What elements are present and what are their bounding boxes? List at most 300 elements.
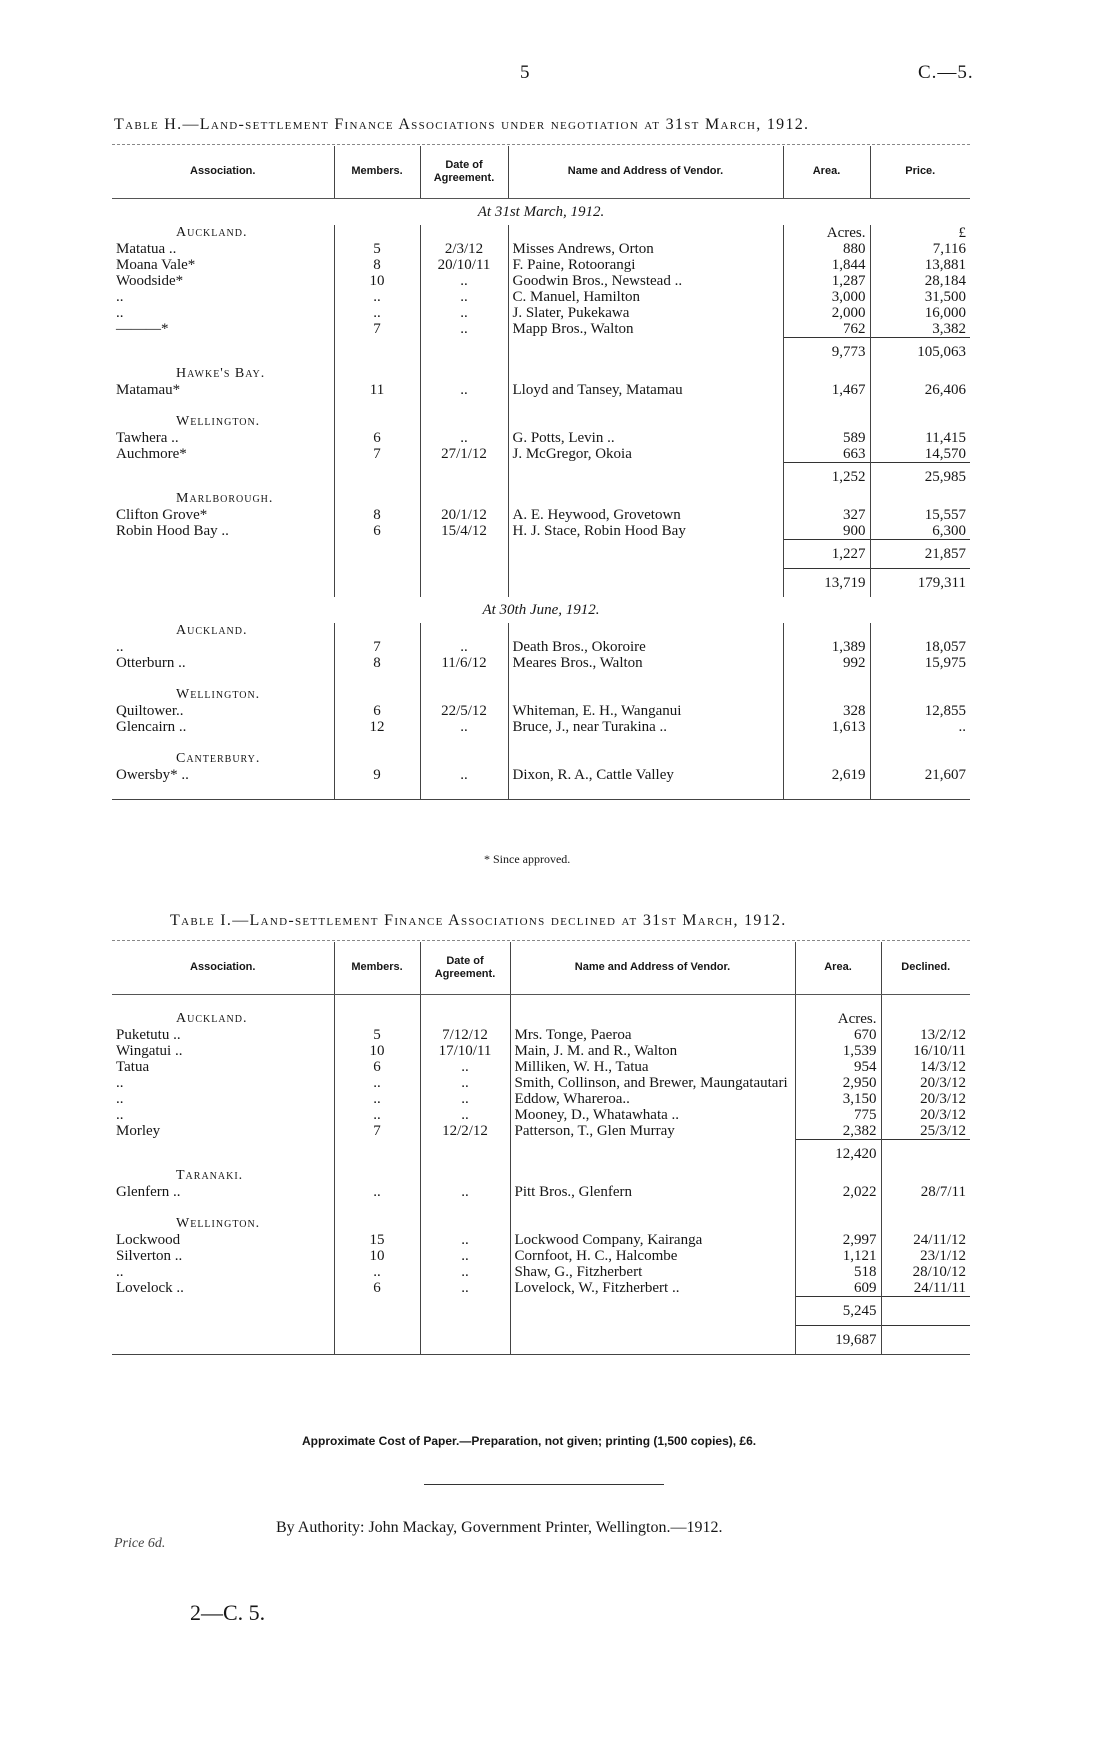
date-cell: 11/6/12 — [420, 655, 508, 671]
divider — [112, 144, 970, 145]
total-area: 9,773 — [783, 337, 870, 366]
association-cell: Silverton .. — [116, 1247, 183, 1264]
date-cell: 12/2/12 — [420, 1123, 510, 1140]
vendor-cell: Eddow, Whareroa.. — [510, 1091, 795, 1107]
members-cell: 6 — [334, 1280, 420, 1297]
page-number: 5 — [520, 62, 530, 83]
empty-cell — [334, 751, 420, 767]
empty-cell — [795, 1216, 881, 1232]
members-cell: 8 — [334, 257, 420, 273]
total-row — [112, 462, 970, 491]
total-area: 1,227 — [783, 539, 870, 568]
price-cell: 6,300 — [870, 523, 970, 540]
association-cell: .. — [116, 638, 124, 655]
empty-cell — [334, 623, 420, 639]
association-cell: .. — [116, 1090, 124, 1107]
empty-cell — [881, 1139, 970, 1168]
vendor-cell: Death Bros., Okoroire — [508, 639, 783, 655]
area-cell: 954 — [795, 1059, 881, 1075]
spacer-row — [112, 671, 970, 687]
vendor-cell: J. McGregor, Okoia — [508, 446, 783, 463]
area-cell: 1,613 — [783, 719, 870, 735]
price-cell: 12,855 — [870, 703, 970, 719]
table-i-title: Table I.—Land-settlement Finance Associations declined at 31st March, 1912. — [170, 912, 787, 929]
empty-cell — [334, 366, 420, 382]
declined-cell: 24/11/11 — [881, 1280, 970, 1297]
authority-line: By Authority: John Mackay, Government Printer, Wellington.—1912. — [276, 1519, 723, 1536]
empty-cell — [870, 783, 970, 800]
empty-cell — [508, 539, 783, 568]
empty-cell — [334, 225, 420, 241]
price-cell: 11,415 — [870, 430, 970, 446]
empty-cell — [510, 1216, 795, 1232]
date-cell: .. — [420, 1091, 510, 1107]
unit-label: £ — [870, 225, 970, 241]
date-cell: 2/3/12 — [420, 241, 508, 257]
table-row — [112, 703, 970, 719]
empty-cell — [420, 491, 508, 507]
vendor-cell: Lovelock, W., Fitzherbert .. — [510, 1280, 795, 1297]
area-cell: 880 — [783, 241, 870, 257]
members-cell: 8 — [334, 507, 420, 523]
association-cell: Wingatui .. — [116, 1042, 183, 1059]
association-cell: Morley — [116, 1122, 161, 1139]
empty-cell — [420, 735, 508, 751]
members-cell: .. — [334, 1075, 420, 1091]
total-row — [112, 1325, 970, 1354]
empty-cell — [508, 568, 783, 597]
table-row — [112, 719, 970, 735]
empty-cell — [508, 671, 783, 687]
members-cell: 8 — [334, 655, 420, 671]
association-cell: Robin Hood Bay .. — [116, 522, 229, 539]
empty-cell — [510, 1168, 795, 1184]
area-cell: 900 — [783, 523, 870, 540]
area-cell: 992 — [783, 655, 870, 671]
empty-cell — [112, 337, 334, 366]
association-cell: .. — [116, 1074, 124, 1091]
declined-cell: 28/10/12 — [881, 1264, 970, 1280]
total-row — [112, 568, 970, 597]
table-row — [112, 430, 970, 446]
empty-cell — [508, 225, 783, 241]
region-label: Hawke's Bay. — [176, 365, 266, 381]
col-vendor: Name and Address of Vendor. — [508, 146, 783, 198]
empty-cell — [508, 414, 783, 430]
region-row — [112, 687, 970, 703]
table-row — [112, 1043, 970, 1059]
total-price: 179,311 — [870, 568, 970, 597]
vendor-cell: H. J. Stace, Robin Hood Bay — [508, 523, 783, 540]
empty-cell — [112, 1139, 334, 1168]
date-cell: 27/1/12 — [420, 446, 508, 463]
region-row — [112, 1011, 970, 1027]
empty-cell — [510, 1325, 795, 1354]
document-reference: C.—5. — [918, 62, 974, 83]
empty-cell — [783, 783, 870, 800]
empty-cell — [334, 568, 420, 597]
empty-cell — [870, 398, 970, 414]
total-area: 5,245 — [795, 1296, 881, 1325]
sheet-number: 2—C. 5. — [190, 1600, 266, 1625]
association-cell: Matatua .. — [116, 240, 177, 257]
table-row — [112, 1091, 970, 1107]
col-date: Date of Agreement. — [420, 146, 508, 198]
members-cell: 7 — [334, 639, 420, 655]
empty-cell — [112, 1325, 334, 1354]
area-cell: 1,467 — [783, 382, 870, 398]
empty-cell — [510, 1296, 795, 1325]
table-row — [112, 639, 970, 655]
table-row — [112, 1075, 970, 1091]
region-row — [112, 1216, 970, 1232]
table-h-title: Table H.—Land-settlement Finance Associations under negotiation at 31st March, 1912. — [114, 116, 810, 133]
members-cell: 6 — [334, 523, 420, 540]
empty-cell — [420, 568, 508, 597]
empty-cell — [334, 1168, 420, 1184]
declined-cell: 28/7/11 — [881, 1184, 970, 1200]
empty-cell — [870, 687, 970, 703]
col-association: Association. — [112, 942, 334, 994]
date-cell: .. — [420, 430, 508, 446]
vendor-cell: Smith, Collinson, and Brewer, Maungatautari — [510, 1075, 795, 1091]
vendor-cell: Main, J. M. and R., Walton — [510, 1043, 795, 1059]
table-row — [112, 1027, 970, 1043]
empty-cell — [508, 398, 783, 414]
empty-cell — [508, 623, 783, 639]
vendor-cell: G. Potts, Levin .. — [508, 430, 783, 446]
vendor-cell: Lloyd and Tansey, Matamau — [508, 382, 783, 398]
association-cell: Puketutu .. — [116, 1026, 181, 1043]
unit-label: Acres. — [795, 1011, 881, 1027]
region-label: Auckland. — [176, 224, 248, 240]
vendor-cell: Shaw, G., Fitzherbert — [510, 1264, 795, 1280]
area-cell: 1,389 — [783, 639, 870, 655]
empty-cell — [420, 414, 508, 430]
price-cell: 3,382 — [870, 321, 970, 338]
table-row — [112, 321, 970, 338]
association-cell: Tawhera .. — [116, 429, 179, 446]
empty-cell — [881, 1168, 970, 1184]
declined-cell: 25/3/12 — [881, 1123, 970, 1140]
empty-cell — [420, 366, 508, 382]
vendor-cell: Cornfoot, H. C., Halcombe — [510, 1248, 795, 1264]
empty-cell — [334, 398, 420, 414]
vendor-cell: Mooney, D., Whatawhata .. — [510, 1107, 795, 1123]
section-label: At 31st March, 1912. — [477, 203, 605, 220]
empty-cell — [420, 225, 508, 241]
region-row — [112, 366, 970, 382]
declined-cell: 24/11/12 — [881, 1232, 970, 1248]
empty-cell — [420, 1296, 510, 1325]
col-vendor: Name and Address of Vendor. — [510, 942, 795, 994]
area-cell: 2,000 — [783, 305, 870, 321]
empty-cell — [334, 735, 420, 751]
empty-cell — [112, 539, 334, 568]
empty-cell — [420, 783, 508, 800]
date-cell: .. — [420, 1264, 510, 1280]
empty-cell — [881, 1011, 970, 1027]
table-row — [112, 1107, 970, 1123]
table-row — [112, 305, 970, 321]
empty-cell — [420, 1216, 510, 1232]
col-members: Members. — [334, 942, 420, 994]
area-cell: 775 — [795, 1107, 881, 1123]
empty-cell — [112, 568, 334, 597]
spacer-row — [112, 783, 970, 800]
members-cell: 11 — [334, 382, 420, 398]
cost-note: Approximate Cost of Paper.—Preparation, not given; printing (1,500 copies), £6. — [302, 1434, 757, 1448]
total-row — [112, 337, 970, 366]
table-row — [112, 241, 970, 257]
empty-cell — [881, 1200, 970, 1216]
association-cell: ———* — [116, 320, 169, 337]
date-cell: .. — [420, 639, 508, 655]
empty-cell — [420, 1011, 510, 1027]
table-i — [112, 942, 970, 1355]
area-cell: 2,382 — [795, 1123, 881, 1140]
empty-cell — [508, 751, 783, 767]
empty-cell — [112, 783, 334, 800]
empty-cell — [510, 1011, 795, 1027]
region-label: Auckland. — [176, 622, 248, 638]
empty-cell — [334, 1216, 420, 1232]
table-h — [112, 146, 970, 800]
members-cell: .. — [334, 289, 420, 305]
table-row — [112, 1123, 970, 1140]
vendor-cell: A. E. Heywood, Grovetown — [508, 507, 783, 523]
association-cell: .. — [116, 1106, 124, 1123]
association-cell: Lovelock .. — [116, 1279, 184, 1296]
price-cell: 21,607 — [870, 767, 970, 783]
declined-cell: 20/3/12 — [881, 1091, 970, 1107]
members-cell: 15 — [334, 1232, 420, 1248]
total-row — [112, 539, 970, 568]
date-cell: 7/12/12 — [420, 1027, 510, 1043]
empty-cell — [334, 1296, 420, 1325]
empty-cell — [112, 1296, 334, 1325]
empty-cell — [420, 1168, 510, 1184]
area-cell: 518 — [795, 1264, 881, 1280]
declined-cell: 20/3/12 — [881, 1107, 970, 1123]
date-cell: .. — [420, 321, 508, 338]
association-cell: .. — [116, 288, 124, 305]
table-row — [112, 767, 970, 783]
empty-cell — [795, 994, 881, 1011]
empty-cell — [783, 398, 870, 414]
empty-cell — [334, 539, 420, 568]
empty-cell — [783, 735, 870, 751]
members-cell: 10 — [334, 273, 420, 289]
members-cell: 7 — [334, 446, 420, 463]
total-area: 13,719 — [783, 568, 870, 597]
empty-cell — [881, 1325, 970, 1354]
empty-cell — [881, 1296, 970, 1325]
members-cell: .. — [334, 1264, 420, 1280]
region-row — [112, 623, 970, 639]
association-cell: Glenfern .. — [116, 1183, 181, 1200]
members-cell: 10 — [334, 1043, 420, 1059]
declined-cell: 13/2/12 — [881, 1027, 970, 1043]
empty-cell — [112, 735, 334, 751]
empty-cell — [510, 1139, 795, 1168]
members-cell: 9 — [334, 767, 420, 783]
spacer-row — [112, 735, 970, 751]
region-label: Taranaki. — [176, 1167, 244, 1183]
table-row — [112, 382, 970, 398]
empty-cell — [334, 462, 420, 491]
empty-cell — [420, 1139, 510, 1168]
members-cell: 5 — [334, 1027, 420, 1043]
table-row — [112, 1059, 970, 1075]
empty-cell — [795, 1200, 881, 1216]
date-cell: .. — [420, 305, 508, 321]
vendor-cell: Whiteman, E. H., Wanganui — [508, 703, 783, 719]
section-row — [112, 198, 970, 225]
empty-cell — [870, 751, 970, 767]
area-cell: 3,150 — [795, 1091, 881, 1107]
empty-cell — [870, 623, 970, 639]
empty-cell — [112, 1200, 334, 1216]
members-cell: .. — [334, 1091, 420, 1107]
date-cell: .. — [420, 289, 508, 305]
members-cell: 10 — [334, 1248, 420, 1264]
empty-cell — [870, 671, 970, 687]
empty-cell — [334, 1011, 420, 1027]
area-cell: 670 — [795, 1027, 881, 1043]
price-cell: 31,500 — [870, 289, 970, 305]
association-cell: Woodside* — [116, 272, 184, 289]
empty-cell — [420, 623, 508, 639]
region-row — [112, 751, 970, 767]
table-row — [112, 257, 970, 273]
region-row — [112, 225, 970, 241]
table-row — [112, 289, 970, 305]
vendor-cell: Meares Bros., Walton — [508, 655, 783, 671]
empty-cell — [881, 1216, 970, 1232]
empty-cell — [112, 398, 334, 414]
empty-cell — [508, 337, 783, 366]
area-cell: 328 — [783, 703, 870, 719]
empty-cell — [112, 994, 334, 1011]
rule — [424, 1484, 664, 1485]
empty-cell — [420, 671, 508, 687]
association-cell: Glencairn .. — [116, 718, 187, 735]
empty-cell — [334, 337, 420, 366]
empty-cell — [420, 994, 510, 1011]
empty-cell — [508, 462, 783, 491]
date-cell: .. — [420, 382, 508, 398]
empty-cell — [420, 539, 508, 568]
empty-cell — [783, 491, 870, 507]
empty-cell — [508, 491, 783, 507]
vendor-cell: Mrs. Tonge, Paeroa — [510, 1027, 795, 1043]
price-cell: 15,975 — [870, 655, 970, 671]
empty-cell — [508, 687, 783, 703]
area-cell: 327 — [783, 507, 870, 523]
empty-cell — [870, 414, 970, 430]
empty-cell — [420, 462, 508, 491]
declined-cell: 20/3/12 — [881, 1075, 970, 1091]
empty-cell — [795, 1168, 881, 1184]
region-label: Marlborough. — [176, 490, 274, 506]
region-row — [112, 414, 970, 430]
region-label: Wellington. — [176, 686, 261, 702]
table-row — [112, 1264, 970, 1280]
date-cell: .. — [420, 1232, 510, 1248]
spacer-row — [112, 398, 970, 414]
association-cell: .. — [116, 1263, 124, 1280]
empty-cell — [783, 671, 870, 687]
total-area: 1,252 — [783, 462, 870, 491]
date-cell: 17/10/11 — [420, 1043, 510, 1059]
date-cell: .. — [420, 719, 508, 735]
association-cell: Tatua — [116, 1058, 150, 1075]
total-price: 25,985 — [870, 462, 970, 491]
date-cell: .. — [420, 767, 508, 783]
empty-cell — [420, 751, 508, 767]
empty-cell — [783, 687, 870, 703]
empty-cell — [783, 623, 870, 639]
table-row — [112, 507, 970, 523]
total-row — [112, 1296, 970, 1325]
unit-label: Acres. — [783, 225, 870, 241]
total-area: 12,420 — [795, 1139, 881, 1168]
vendor-cell: Goodwin Bros., Newstead .. — [508, 273, 783, 289]
vendor-cell: Mapp Bros., Walton — [508, 321, 783, 338]
empty-cell — [334, 671, 420, 687]
area-cell: 2,950 — [795, 1075, 881, 1091]
empty-cell — [334, 491, 420, 507]
empty-cell — [334, 1200, 420, 1216]
date-cell: .. — [420, 1280, 510, 1297]
area-cell: 3,000 — [783, 289, 870, 305]
members-cell: 5 — [334, 241, 420, 257]
col-area: Area. — [795, 942, 881, 994]
association-cell: .. — [116, 304, 124, 321]
members-cell: 7 — [334, 1123, 420, 1140]
price-cell: 28,184 — [870, 273, 970, 289]
total-price: 21,857 — [870, 539, 970, 568]
members-cell: 7 — [334, 321, 420, 338]
col-members: Members. — [334, 146, 420, 198]
empty-cell — [334, 414, 420, 430]
empty-cell — [508, 783, 783, 800]
members-cell: 6 — [334, 1059, 420, 1075]
association-cell: Matamau* — [116, 381, 181, 398]
members-cell: .. — [334, 1184, 420, 1200]
empty-cell — [112, 462, 334, 491]
area-cell: 762 — [783, 321, 870, 338]
vendor-cell: J. Slater, Pukekawa — [508, 305, 783, 321]
vendor-cell: F. Paine, Rotoorangi — [508, 257, 783, 273]
empty-cell — [420, 337, 508, 366]
table-row — [112, 523, 970, 540]
vendor-cell: Patterson, T., Glen Murray — [510, 1123, 795, 1140]
col-association: Association. — [112, 146, 334, 198]
price-cell: 7,116 — [870, 241, 970, 257]
date-cell: 20/1/12 — [420, 507, 508, 523]
empty-cell — [334, 1325, 420, 1354]
vendor-cell: Lockwood Company, Kairanga — [510, 1232, 795, 1248]
vendor-cell: Misses Andrews, Orton — [508, 241, 783, 257]
region-label: Wellington. — [176, 1215, 261, 1231]
total-price: 105,063 — [870, 337, 970, 366]
section-label: At 30th June, 1912. — [482, 601, 600, 618]
price-cell: 16,000 — [870, 305, 970, 321]
date-cell: 15/4/12 — [420, 523, 508, 540]
date-cell: 20/10/11 — [420, 257, 508, 273]
